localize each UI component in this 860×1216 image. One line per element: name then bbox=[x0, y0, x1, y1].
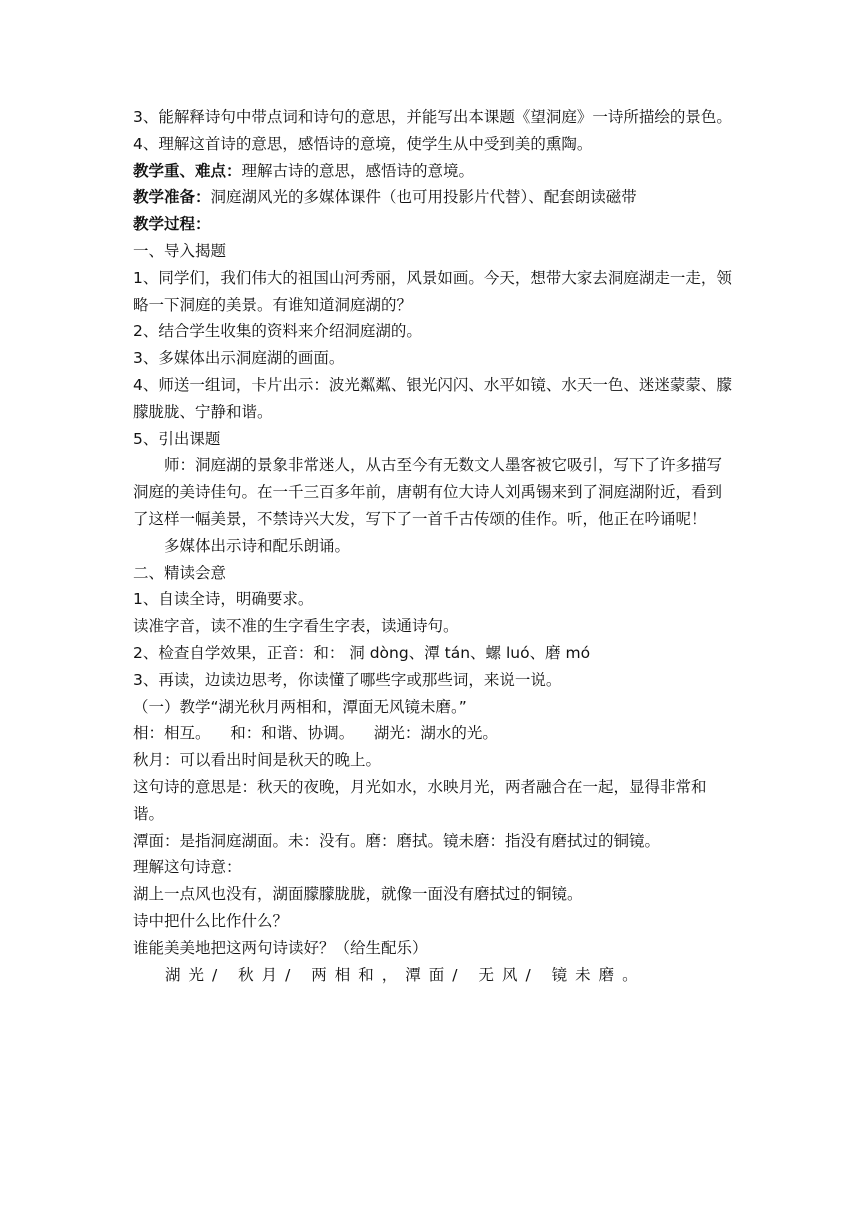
preparation-text: 洞庭湖风光的多媒体课件（也可用投影片代替）、配套朗读磁带 bbox=[210, 188, 637, 207]
key-points-text: 理解古诗的意思，感悟诗的意境。 bbox=[241, 161, 475, 180]
read-instruction: 读准字音，读不准的生字看生字表，读通诗句。 bbox=[133, 617, 459, 636]
metaphor-question: 诗中把什么比作什么？ bbox=[133, 911, 289, 930]
section-2-heading: 二、精读会意 bbox=[133, 563, 227, 582]
objective-4: 4、理解这首诗的意思，感悟诗的意境，使学生从中受到美的熏陶。 bbox=[133, 134, 593, 153]
preparation bbox=[133, 184, 733, 211]
key-points bbox=[133, 158, 733, 185]
teacher-intro: 师：洞庭湖的景象非常迷人，从古至今有无数文人墨客被它吸引，写下了许多描写洞庭的美诗佳句。在一千三百多年前，唐朝有位大诗人刘禹锡来到了洞庭湖附近，看到了这样一幅美景，不禁诗兴大发，写下了一首千古传颂的佳作。听，他正在吟诵呢！ bbox=[133, 456, 723, 528]
understand-text: 湖上一点风也没有，湖面朦朦胧胧，就像一面没有磨拭过的铜镜。 bbox=[133, 885, 583, 904]
step-1: 1、同学们，我们伟大的祖国山河秀丽，风景如画。今天，想带大家去洞庭湖走一走，领略一下洞庭的美景。有谁知道洞庭湖的？ bbox=[133, 268, 732, 314]
step-4: 4、师送一组词，卡片出示：波光粼粼、银光闪闪、水平如镜、水天一色、迷迷蒙蒙、朦朦胧胧、宁静和谐。 bbox=[133, 375, 732, 421]
understand-heading: 理解这句诗意： bbox=[133, 858, 242, 877]
read-step-2: 2、检查自学效果，正音：和： 洞 dòng、潭 tán、螺 luó、磨 mó bbox=[133, 643, 591, 662]
process-heading: 教学过程： bbox=[133, 215, 211, 234]
preparation-label: 教学准备： bbox=[133, 188, 211, 207]
line-meaning: 这句诗的意思是：秋天的夜晚，月光如水，水映月光，两者融合在一起，显得非常和谐。 bbox=[133, 777, 707, 823]
word-glosses: 相：相互。 和：和谐、协调。 湖光：湖水的光。 bbox=[133, 724, 498, 743]
step-5: 5、引出课题 bbox=[133, 429, 221, 448]
poem-rhythm-line: 湖光/ 秋月/ 两相和，潭面/ 无风/ 镜未磨。 bbox=[165, 965, 646, 984]
multimedia-note: 多媒体出示诗和配乐朗诵。 bbox=[164, 536, 351, 555]
step-2: 2、结合学生收集的资料来介绍洞庭湖的。 bbox=[133, 322, 422, 341]
autumn-moon-gloss: 秋月：可以看出时间是秋天的晚上。 bbox=[133, 751, 382, 770]
read-step-1: 1、自读全诗，明确要求。 bbox=[133, 590, 314, 609]
objective-3: 3、能解释诗句中带点词和诗句的意思，并能写出本课题《望洞庭》一诗所描绘的景色。 bbox=[133, 108, 732, 126]
read-step-3: 3、再读，边读边思考，你读懂了哪些字或那些词，来说一说。 bbox=[133, 670, 562, 689]
section-1-heading: 一、导入揭题 bbox=[133, 241, 227, 260]
key-points-label: 教学重、难点： bbox=[133, 161, 242, 180]
teaching-part-1: （一）教学“湖光秋月两相和，潭面无风镜未磨。” bbox=[133, 697, 467, 716]
pond-surface-gloss: 潭面：是指洞庭湖面。未：没有。磨：磨拭。镜未磨：指没有磨拭过的铜镜。 bbox=[133, 831, 661, 850]
lesson-plan-text bbox=[133, 104, 733, 988]
step-3: 3、多媒体出示洞庭湖的画面。 bbox=[133, 349, 345, 368]
reading-prompt: 谁能美美地把这两句诗读好？（给生配乐） bbox=[133, 938, 428, 957]
